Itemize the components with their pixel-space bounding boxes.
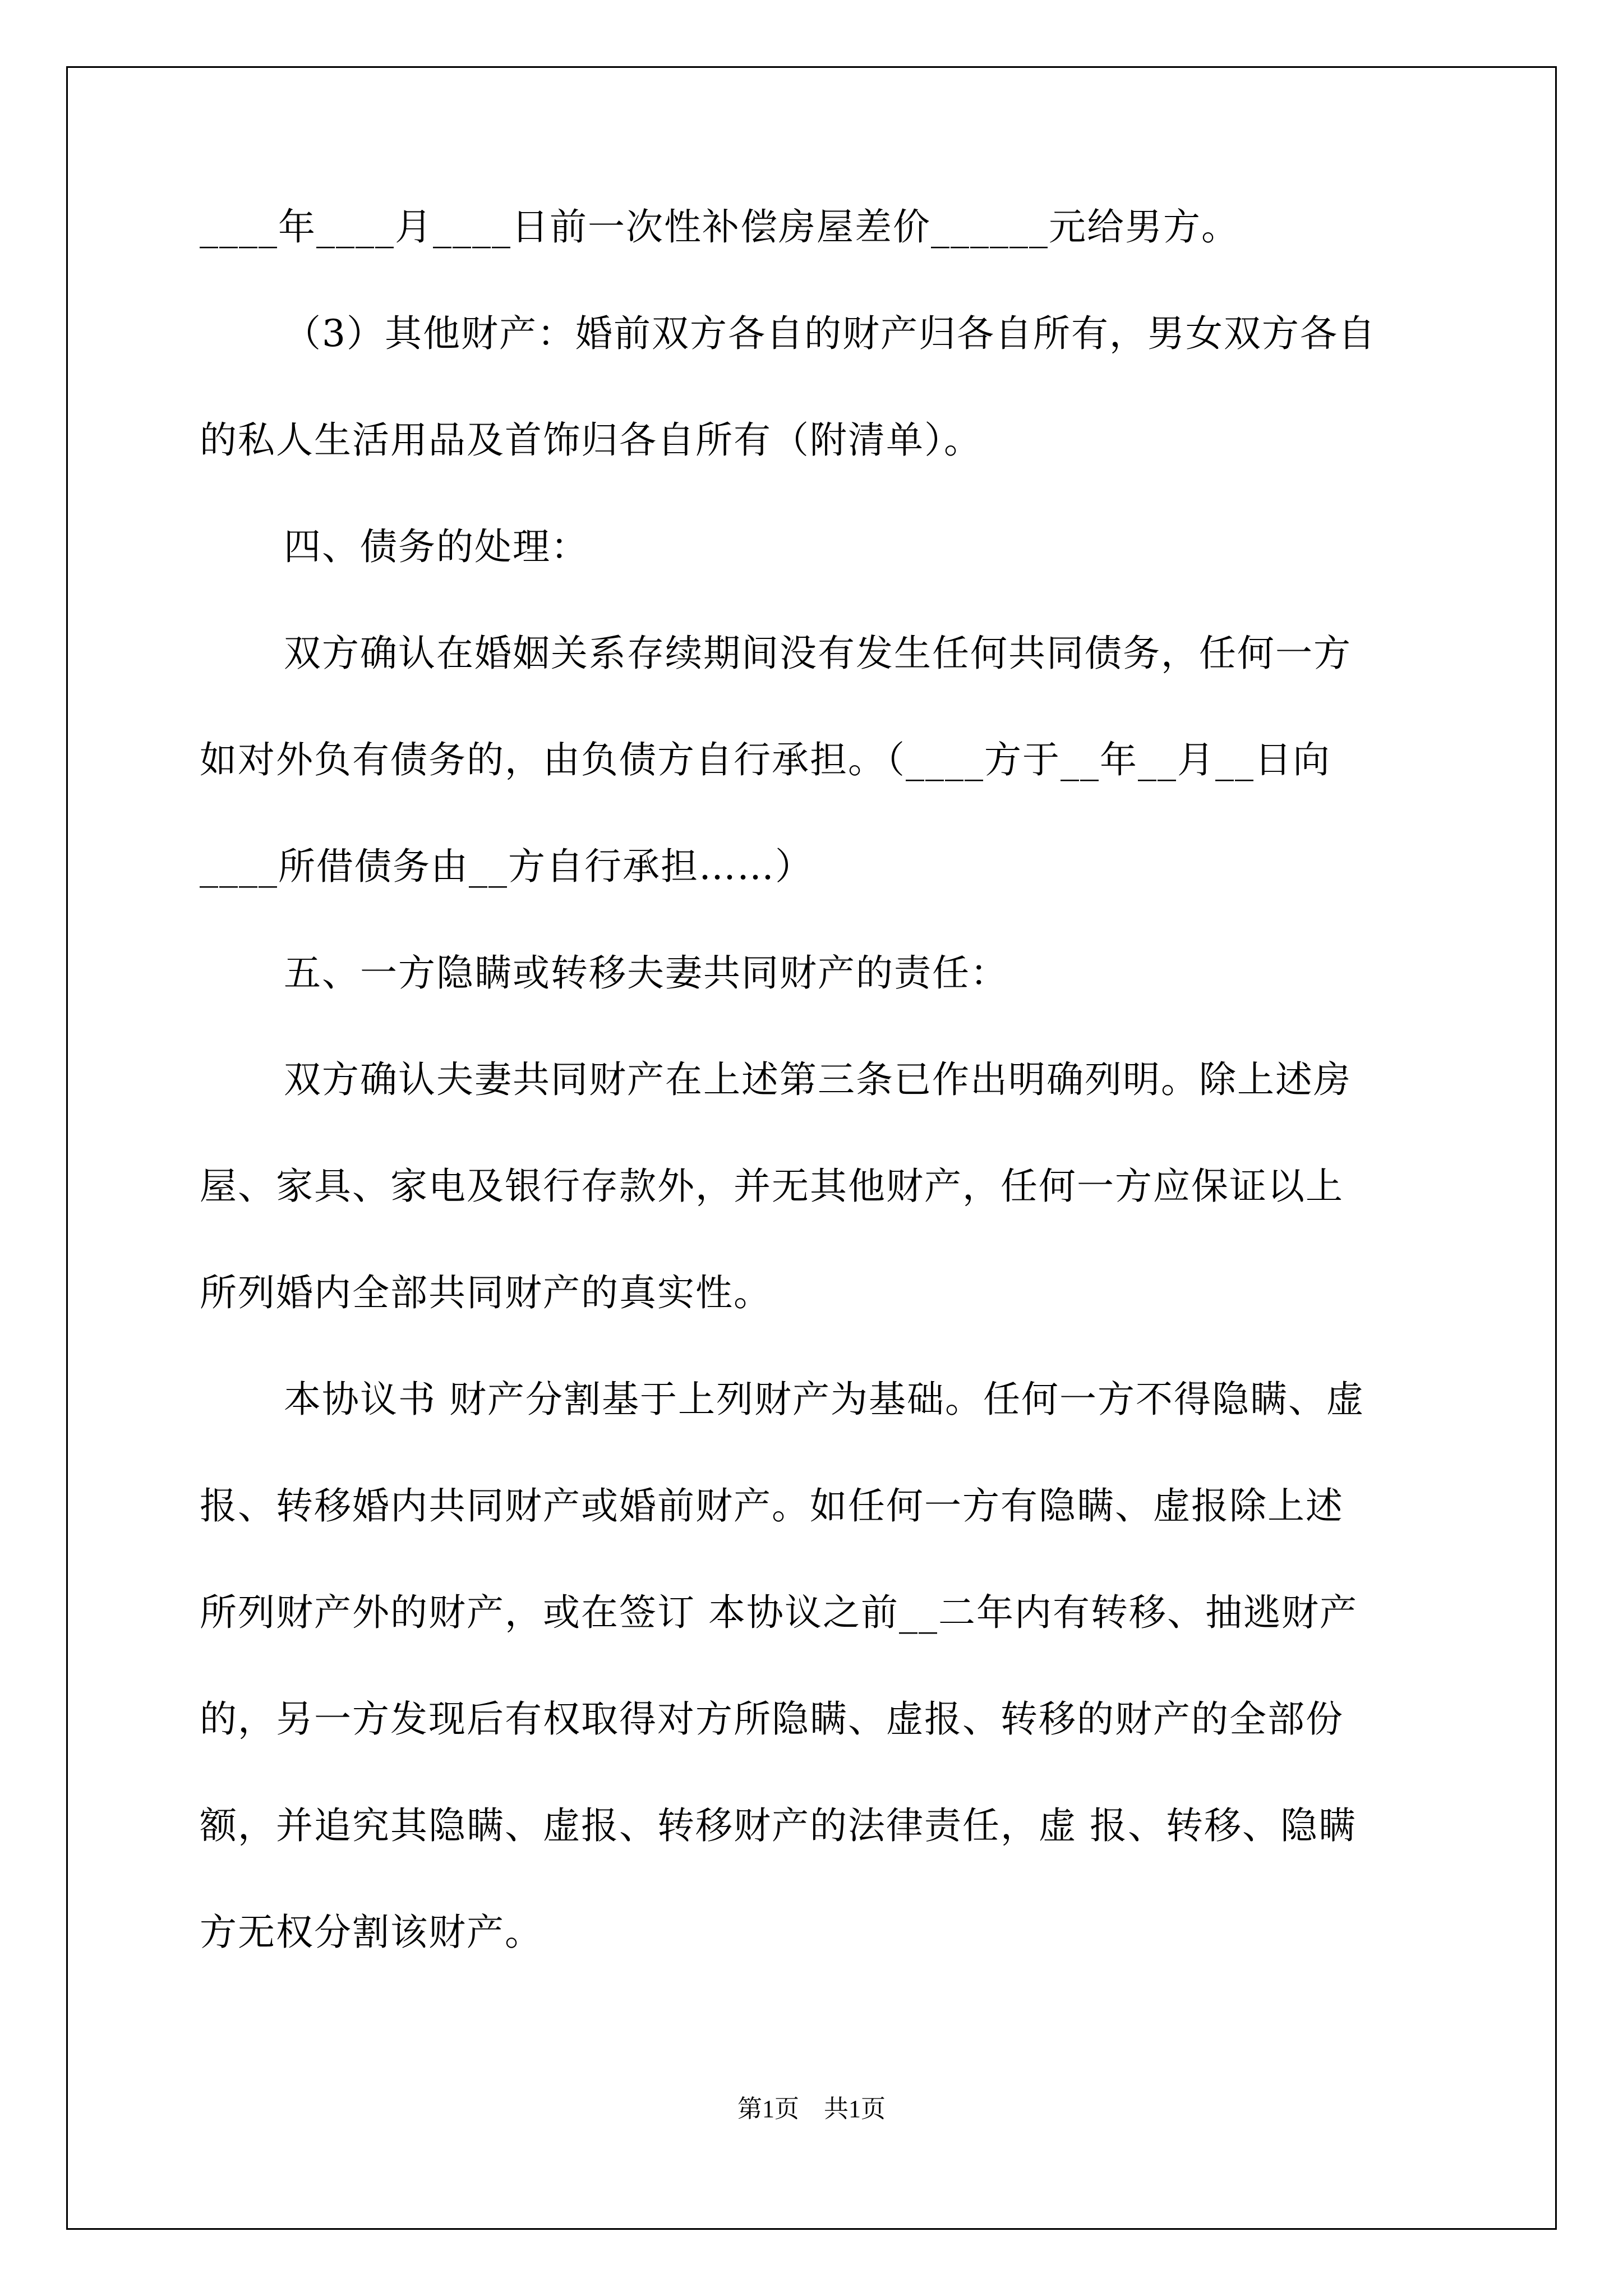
text-line: 双方确认夫妻共同财产在上述第三条已作出明确列明。除上述房 [284,1058,1352,1101]
text-line: 额，并追究其隐瞒、虚报、转移财产的法律责任，虚 报、转移、隐瞒 [200,1804,1357,1847]
text-line: ____所借债务由__方自行承担……） [200,845,813,888]
text-line: 双方确认在婚姻关系存续期间没有发生任何共同债务，任何一方 [284,632,1352,675]
text-line: ____年____月____日前一次性补偿房屋差价______元给男方。 [200,205,1239,249]
text-line: 屋、家具、家电及银行存款外，并无其他财产，任何一方应保证以上 [200,1165,1344,1208]
page-border [66,66,1557,2230]
text-line: 本协议书 财产分割基于上列财产为基础。任何一方不得隐瞒、虚 [284,1378,1364,1421]
text-line: （3）其他财产：婚前双方各自的财产归各自所有，男女双方各自 [284,312,1376,355]
text-line: 所列财产外的财产，或在签订 本协议之前__二年内有转移、抽逃财产 [200,1591,1358,1634]
section-heading: 五、一方隐瞒或转移夫妻共同财产的责任： [284,951,1008,995]
text-line: 如对外负有债务的，由负债方自行承担。（____方于__年__月__日向 [200,738,1331,781]
page-number: 第1页 共1页 [737,2095,886,2123]
text-line: 所列婚内全部共同财产的真实性。 [200,1271,772,1314]
text-line: 方无权分割该财产。 [200,1911,543,1954]
text-line: 的，另一方发现后有权取得对方所隐瞒、虚报、转移的财产的全部份 [200,1697,1344,1741]
section-heading: 四、债务的处理： [284,525,589,568]
text-line: 的私人生活用品及首饰归各自所有（附清单）。 [200,418,982,462]
text-line: 报、转移婚内共同财产或婚前财产。如任何一方有隐瞒、虚报除上述 [200,1484,1344,1527]
